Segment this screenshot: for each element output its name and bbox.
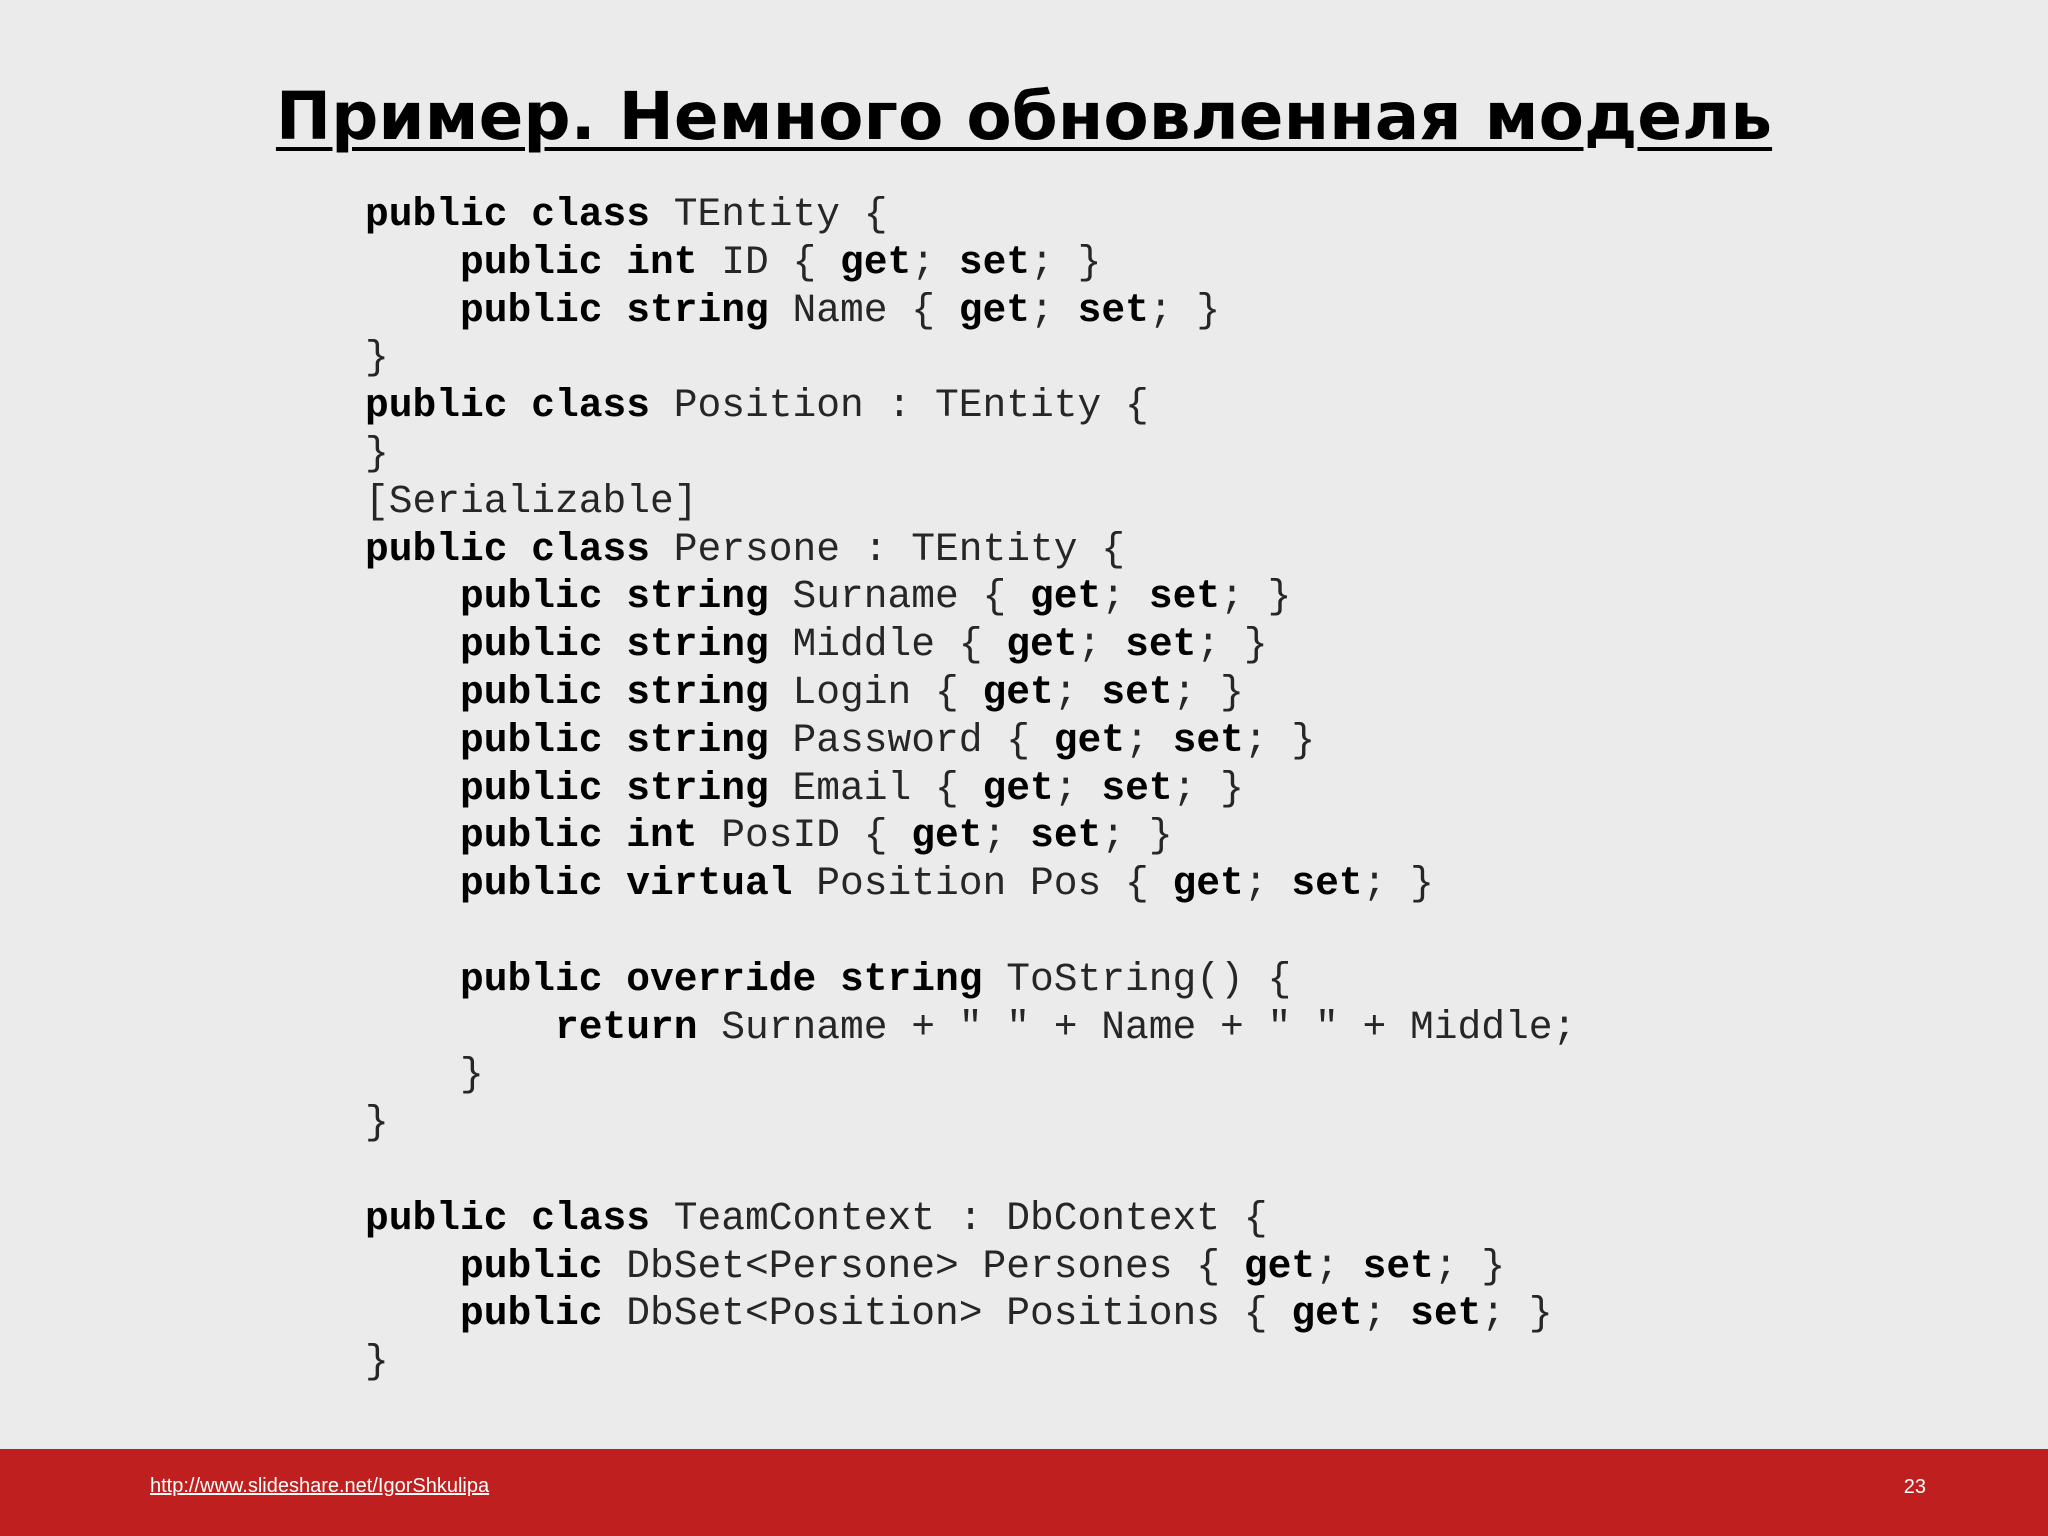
code-keyword: set <box>1291 861 1363 907</box>
code-text <box>365 1005 555 1050</box>
footer-source-link[interactable]: http://www.slideshare.net/IgorShkulipa <box>150 1475 490 1497</box>
code-keyword: set <box>1362 1243 1434 1289</box>
code-text: ; <box>1053 669 1102 715</box>
code-keyword: public <box>460 1243 603 1289</box>
code-line <box>365 1099 2005 1147</box>
code-keyword: set <box>1125 622 1197 668</box>
code-text <box>365 957 460 1002</box>
code-text <box>365 1291 460 1336</box>
code-text: ID { <box>697 239 841 285</box>
code-text: ; } <box>1220 574 1292 620</box>
code-keyword: get <box>840 239 912 285</box>
code-line <box>365 860 2005 908</box>
code-text <box>365 766 460 811</box>
code-text: Name { <box>768 287 959 333</box>
code-text: ; <box>1315 1243 1363 1289</box>
code-keyword: get <box>1030 574 1102 620</box>
code-text: PosID { <box>697 813 912 859</box>
code-keyword: get <box>1053 717 1126 763</box>
code-keyword: public class <box>365 192 651 237</box>
code-text: ; <box>982 813 1031 859</box>
code-keyword: get <box>1291 1291 1363 1337</box>
code-keyword: public override string <box>460 956 983 1002</box>
code-text: [Serializable] <box>365 478 698 524</box>
code-text: Login { <box>768 669 983 715</box>
code-line <box>365 1051 2005 1099</box>
code-keyword: public string <box>460 574 769 620</box>
code-text: ; } <box>1433 1243 1506 1289</box>
code-keyword: get <box>982 669 1054 715</box>
code-keyword: get <box>958 287 1031 333</box>
code-keyword: get <box>1006 622 1078 668</box>
code-text: ; <box>1030 287 1078 333</box>
code-line <box>365 1195 2005 1243</box>
slide-title-text: Пример. Немного обновленная модель <box>275 78 1773 155</box>
code-text: ; <box>1101 574 1149 620</box>
code-text: ; } <box>1172 765 1244 811</box>
code-keyword: set <box>1148 574 1221 620</box>
code-line <box>365 382 2005 430</box>
code-keyword: public string <box>460 765 769 811</box>
code-text: ; } <box>1481 1291 1553 1337</box>
slide-title <box>0 72 2048 162</box>
code-keyword: public class <box>365 1195 651 1241</box>
code-keyword: public int <box>460 239 698 285</box>
code-keyword: get <box>1172 861 1244 907</box>
code-text <box>365 288 460 333</box>
code-keyword: public string <box>460 622 769 668</box>
code-text <box>365 670 460 715</box>
code-line <box>365 1290 2005 1338</box>
code-keyword: set <box>1101 765 1173 811</box>
code-text: ; } <box>1243 717 1316 763</box>
code-text: ; } <box>1030 239 1102 285</box>
code-text <box>365 813 460 858</box>
code-keyword: set <box>1172 717 1244 763</box>
code-text: Password { <box>768 717 1054 763</box>
code-text: TeamContext : DbContext { <box>650 1195 1268 1241</box>
code-keyword: get <box>911 813 983 859</box>
code-keyword: get <box>982 765 1054 811</box>
code-block <box>365 191 2005 1386</box>
code-text <box>365 1244 460 1289</box>
code-text: } <box>365 430 389 476</box>
code-text: Email { <box>768 765 983 811</box>
code-keyword: set <box>1077 287 1149 333</box>
slide-page-number: 23 <box>1903 1476 1926 1498</box>
code-text: Position Pos { <box>792 861 1173 907</box>
code-text: ; <box>1362 1291 1411 1337</box>
code-keyword: get <box>1243 1243 1316 1289</box>
code-line <box>365 908 2005 956</box>
code-line <box>365 191 2005 239</box>
code-text: ; } <box>1101 813 1173 859</box>
code-keyword: public class <box>365 383 651 429</box>
code-text <box>365 622 460 667</box>
code-keyword: public string <box>460 669 769 715</box>
code-keyword: set <box>958 239 1031 285</box>
code-keyword: public string <box>460 717 769 763</box>
code-text: ; } <box>1362 861 1434 907</box>
code-text: DbSet<Persone> Persones { <box>602 1243 1244 1289</box>
code-text <box>365 240 460 285</box>
code-keyword: return <box>555 1004 698 1050</box>
code-text: TEntity { <box>650 192 888 237</box>
code-text: } <box>365 1339 389 1385</box>
code-text: ; <box>911 239 959 285</box>
code-line <box>365 526 2005 574</box>
code-text: DbSet<Position> Positions { <box>602 1291 1292 1337</box>
code-text: ; <box>1125 717 1173 763</box>
code-text: ; } <box>1172 669 1244 715</box>
code-text: ToString() { <box>982 956 1292 1002</box>
code-text <box>365 574 460 619</box>
code-text: ; } <box>1196 622 1268 668</box>
code-keyword: set <box>1030 813 1102 859</box>
code-text <box>365 718 460 763</box>
code-keyword: public class <box>365 526 651 572</box>
code-line <box>365 765 2005 813</box>
code-keyword: public virtual <box>460 861 793 907</box>
footer-bar <box>0 1449 2048 1536</box>
code-line <box>365 621 2005 669</box>
code-text: } <box>365 1052 484 1098</box>
code-line <box>365 812 2005 860</box>
code-line <box>365 956 2005 1004</box>
code-text: Position : TEntity { <box>650 383 1149 429</box>
code-line <box>365 1147 2005 1195</box>
code-line <box>365 334 2005 382</box>
code-keyword: set <box>1410 1291 1482 1337</box>
code-text: } <box>365 335 389 381</box>
code-text: ; } <box>1148 287 1221 333</box>
code-line <box>365 1243 2005 1291</box>
code-text: } <box>365 1100 389 1146</box>
code-line <box>365 239 2005 287</box>
code-keyword: public string <box>460 287 769 333</box>
code-line <box>365 1338 2005 1386</box>
code-line <box>365 478 2005 526</box>
code-line <box>365 717 2005 765</box>
code-text: ; <box>1243 861 1292 907</box>
code-text: Surname { <box>768 574 1031 620</box>
code-line <box>365 430 2005 478</box>
code-text <box>365 861 460 906</box>
code-keyword: public int <box>460 813 698 859</box>
code-text: Surname + " " + Name + " " + Middle; <box>697 1004 1577 1050</box>
code-text: ; <box>1077 622 1126 668</box>
code-text: Persone : TEntity { <box>650 526 1126 572</box>
code-line <box>365 669 2005 717</box>
code-line <box>365 287 2005 335</box>
code-text: ; <box>1053 765 1102 811</box>
code-line <box>365 1004 2005 1052</box>
code-line <box>365 573 2005 621</box>
code-keyword: set <box>1101 669 1173 715</box>
code-keyword: public <box>460 1291 603 1337</box>
code-text: Middle { <box>768 622 1007 668</box>
